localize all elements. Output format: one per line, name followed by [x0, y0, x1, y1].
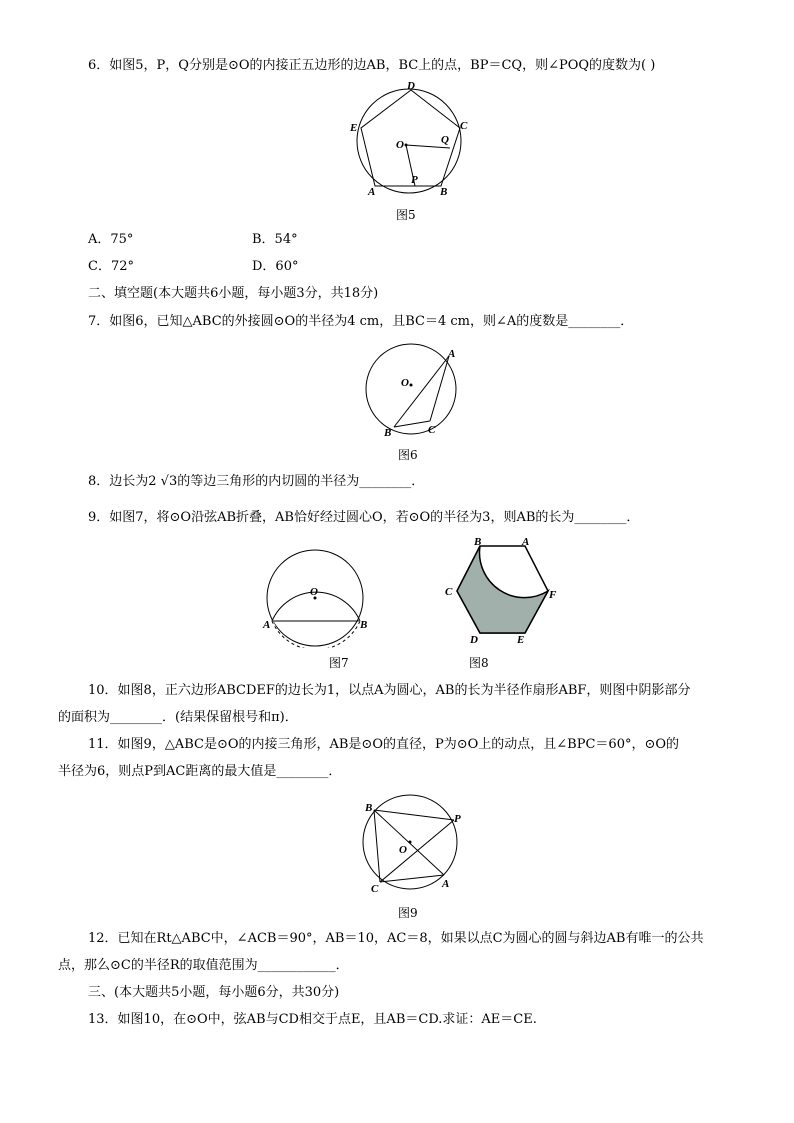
figure-6 [360, 338, 464, 442]
q11-line-1: 11．如图9，△ABC是⊙O的内接三角形，AB是⊙O的直径，P为⊙O上的动点，且∠BPC＝60°，⊙O的 [88, 737, 680, 752]
fig9-label-a: A [442, 878, 450, 890]
q9-stem: 9．如图7，将⊙O沿弦AB折叠，AB恰好经过圆心O，若⊙O的半径为3，则AB的长为________． [88, 510, 640, 525]
fig8-label-e: E [517, 634, 525, 646]
fig5-label-o: O [396, 139, 404, 151]
fig9-label-p: P [454, 813, 461, 825]
q13-stem: 13．如图10，在⊙O中，弦AB与CD相交于点E，且AB＝CD.求证：AE＝CE. [88, 1012, 537, 1027]
q8-stem: 8．边长为2 √3的等边三角形的内切圆的半径为________． [88, 474, 425, 489]
section-3-heading: 三、(本大题共5小题，每小题6分，共30分) [88, 985, 340, 1000]
fig6-label-c: C [428, 424, 436, 436]
q10-line-1: 10．如图8，正六边形ABCDEF的边长为1，以点A为圆心，AB的长为半径作扇形ABF，则图中阴影部分 [88, 683, 691, 698]
q7-stem: 7．如图6，已知△ABC的外接圆⊙O的半径为4 cm，且BC＝4 cm，则∠A的度数是________． [88, 314, 634, 329]
fig7-label-o: O [310, 586, 318, 598]
fig5-label-q: Q [441, 134, 449, 146]
fig8-label-a: A [522, 536, 530, 548]
figure-8 [440, 536, 564, 648]
q6-option-a: A．75° [88, 232, 134, 247]
section-2-heading: 二、填空题(本大题共6小题，每小题3分，共18分) [88, 286, 379, 301]
fig9-caption: 图9 [398, 906, 418, 920]
fig5-label-p: P [411, 174, 418, 186]
q10-line-2: 的面积为________．(结果保留根号和π)． [58, 710, 298, 725]
q6-stem: 6．如图5，P，Q分别是⊙O的内接正五边形的边AB，BC上的点，BP＝CQ，则∠POQ的度数为( ) [88, 58, 656, 73]
fig8-label-f: F [549, 589, 557, 601]
fig5-label-a: A [368, 186, 376, 198]
q12-line-2: 点，那么⊙C的半径R的取值范围为____________． [58, 958, 349, 973]
fig5-label-c: C [460, 120, 468, 132]
fig5-label-e: E [350, 122, 358, 134]
figure-9 [358, 790, 468, 900]
fig5-label-d: D [407, 80, 415, 92]
fig7-label-b: B [360, 619, 368, 631]
q12-line-1: 12．已知在Rt△ABC中，∠ACB＝90°，AB＝10，AC＝8，如果以点C为圆心的圆与斜边AB有唯一的公共 [88, 931, 704, 946]
figure-5 [345, 80, 475, 202]
fig9-label-c: C [371, 883, 379, 895]
fig9-label-o: O [399, 844, 407, 856]
fig7-caption: 图7 [329, 656, 349, 670]
fig7-label-a: A [263, 619, 271, 631]
fig8-caption: 图8 [469, 656, 489, 670]
q6-option-d: D．60° [252, 259, 299, 274]
fig6-label-a: A [448, 348, 456, 360]
q11-line-2: 半径为6，则点P到AC距离的最大值是________． [58, 764, 342, 779]
fig6-caption: 图6 [398, 448, 418, 462]
fig9-label-b: B [365, 802, 373, 814]
fig6-label-o: O [401, 377, 409, 389]
fig8-label-c: C [445, 586, 453, 598]
q6-option-b: B．54° [252, 232, 298, 247]
figure-7 [258, 544, 378, 648]
fig5-caption: 图5 [396, 208, 416, 222]
fig8-label-d: D [470, 634, 478, 646]
fig8-label-b: B [474, 536, 482, 548]
fig6-label-b: B [384, 427, 392, 439]
q6-option-c: C．72° [88, 259, 134, 274]
fig5-label-b: B [440, 186, 448, 198]
